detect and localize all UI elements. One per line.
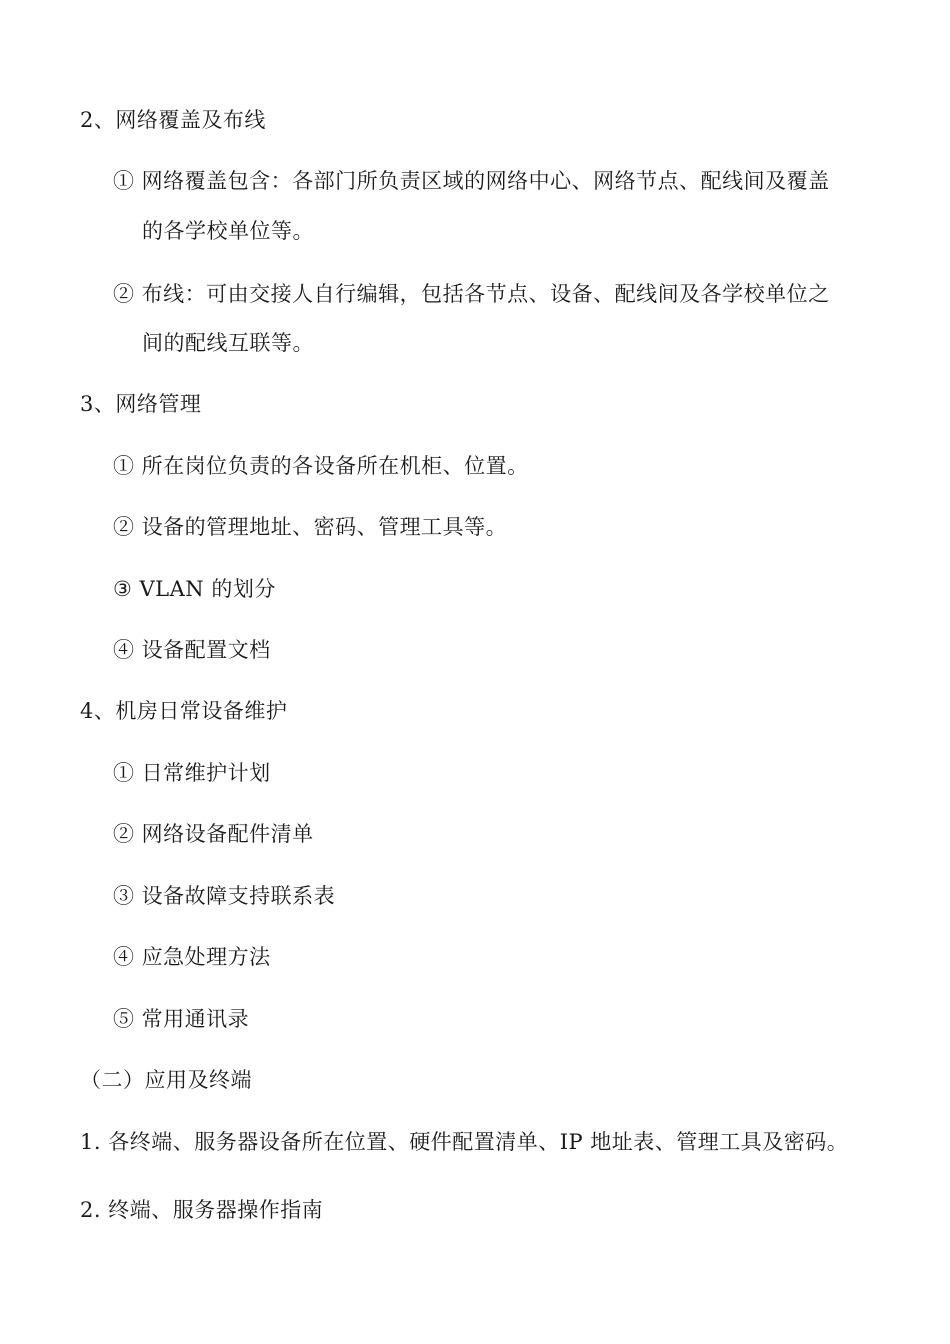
list-item: ① 所在岗位负责的各设备所在机柜、位置。 [113, 454, 529, 478]
list-item: ④ 应急处理方法 [113, 945, 271, 969]
part-heading-apps-terminals: （二）应用及终端 [80, 1068, 252, 1092]
section-heading-network-coverage: 2、网络覆盖及布线 [80, 108, 266, 132]
list-item: ② 网络设备配件清单 [113, 822, 314, 846]
numbered-item: 1. 各终端、服务器设备所在位置、硬件配置清单、IP 地址表、管理工具及密码。 [80, 1130, 849, 1154]
list-item: ② 设备的管理地址、密码、管理工具等。 [113, 515, 508, 539]
section-heading-maintenance: 4、机房日常设备维护 [80, 699, 288, 723]
list-item: ③ VLAN 的划分 [113, 577, 276, 601]
list-item: ③ 设备故障支持联系表 [113, 884, 336, 908]
list-item-cabling-line1: ② 布线：可由交接人自行编辑，包括各节点、设备、配线间及各学校单位之 [113, 282, 830, 306]
section-heading-network-management: 3、网络管理 [80, 392, 202, 416]
list-item: ① 日常维护计划 [113, 761, 271, 785]
list-item: ⑤ 常用通讯录 [113, 1007, 250, 1031]
list-item-coverage-line1: ① 网络覆盖包含：各部门所负责区域的网络中心、网络节点、配线间及覆盖 [113, 169, 830, 193]
numbered-item: 2. 终端、服务器操作指南 [80, 1198, 324, 1222]
list-item-coverage-line2: 的各学校单位等。 [142, 219, 314, 243]
list-item: ④ 设备配置文档 [113, 638, 271, 662]
list-item-cabling-line2: 间的配线互联等。 [142, 331, 314, 355]
